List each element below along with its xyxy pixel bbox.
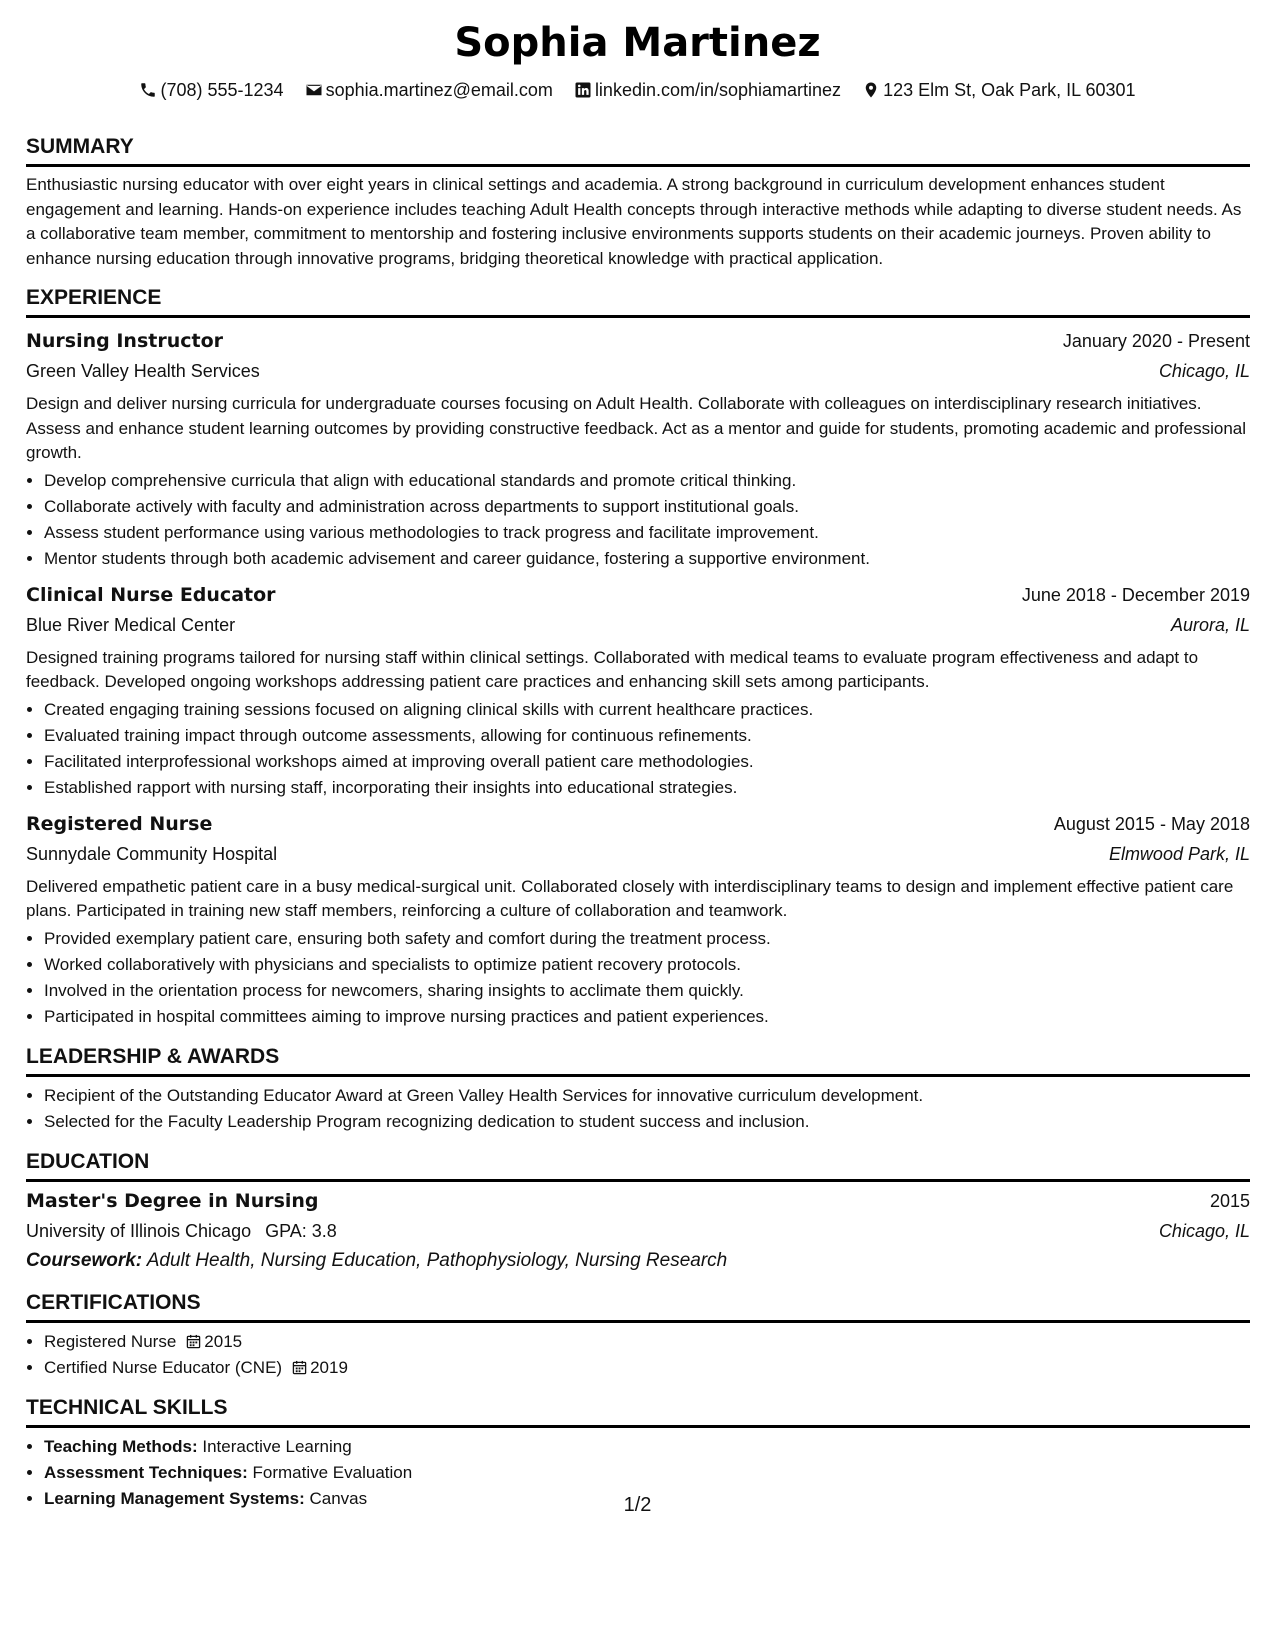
school-line xyxy=(26,1216,337,1246)
list-item xyxy=(44,1355,1250,1381)
job-description: Designed training programs tailored for nursing staff within clinical settings. Collaborated with medical teams to evaluate program effectiveness and adapt to feedback. Developed ongoing workshops addressing patient care practices and enhancing skill sets among participants. xyxy=(26,647,1199,691)
list-item: • Established rapport with nursing staff, incorporating their insights into educational strategies. xyxy=(44,775,1250,801)
contact-phone: (708) 555-1234 xyxy=(139,80,283,101)
job-title: Nursing Instructor xyxy=(26,330,224,352)
page-number: 1/2 xyxy=(623,1494,652,1516)
job-bullets xyxy=(26,468,1250,572)
job-entry xyxy=(26,809,1250,1030)
job-entry xyxy=(26,580,1250,801)
candidate-name: Sophia Martinez xyxy=(454,20,821,66)
degree-title: Master's Degree in Nursing xyxy=(26,1189,319,1212)
job-entry xyxy=(26,326,1250,572)
skill-value: Canvas xyxy=(309,1488,368,1508)
envelope-icon xyxy=(305,81,323,99)
job-description: Delivered empathetic patient care in a busy medical-surgical unit. Collaborated closely with interdisciplinary teams to design and implement effective patient care plans. Participated in training new staff members, reinforcing a culture of collaboration and teamwork. xyxy=(26,876,1234,920)
list-item: • Evaluated training impact through outcome assessments, allowing for continuous refinements. xyxy=(44,723,1250,749)
skill-value: Interactive Learning xyxy=(202,1436,352,1456)
list-item xyxy=(44,1434,1250,1460)
job-bullets xyxy=(26,697,1250,801)
certifications-section xyxy=(26,1290,1250,1381)
coursework-label: Coursework: xyxy=(26,1249,143,1271)
school-name: University of Illinois Chicago xyxy=(26,1220,252,1241)
list-item: • Recipient of the Outstanding Educator Award at Green Valley Health Services for innovative curriculum development. xyxy=(44,1083,1250,1109)
education-section xyxy=(26,1149,1250,1276)
list-item xyxy=(44,1329,1250,1355)
job-organization: Green Valley Health Services xyxy=(26,361,260,381)
job-location: Elmwood Park, IL xyxy=(1108,843,1250,864)
section-title: TECHNICAL SKILLS xyxy=(26,1395,1250,1428)
contact-address: 123 Elm St, Oak Park, IL 60301 xyxy=(862,80,1135,101)
job-title: Registered Nurse xyxy=(26,812,213,835)
job-location: Aurora, IL xyxy=(1170,614,1250,635)
resume-content xyxy=(26,134,1250,1526)
list-item: • Collaborate actively with faculty and administration across departments to support institutional goals. xyxy=(44,494,1250,520)
job-date: June 2018 - December 2019 xyxy=(1021,584,1250,605)
leadership-bullets xyxy=(26,1083,1250,1135)
map-pin-icon xyxy=(862,81,880,99)
calendar-icon xyxy=(186,1334,201,1349)
certification-year: 2015 xyxy=(204,1331,243,1351)
skill-value: Formative Evaluation xyxy=(252,1462,413,1482)
coursework-list: Adult Health, Nursing Education, Pathophysiology, Nursing Research xyxy=(146,1249,728,1271)
list-item: • Facilitated interprofessional workshops aimed at improving overall patient care methodologies. xyxy=(44,749,1250,775)
list-item: • Involved in the orientation process for newcomers, sharing insights to acclimate them quickly. xyxy=(44,978,1250,1004)
certification-list xyxy=(26,1329,1250,1381)
list-item: • Created engaging training sessions focused on aligning clinical skills with current healthcare practices. xyxy=(44,697,1250,723)
gpa: GPA: 3.8 xyxy=(265,1220,337,1241)
certification-name: Registered Nurse xyxy=(44,1331,177,1351)
degree-year: 2015 xyxy=(1209,1190,1250,1211)
job-description: Design and deliver nursing curricula for undergraduate courses focusing on Adult Health. Collaborate with colleagues on interdisciplinary research initiatives. Assess and enhance student learning outcomes by providing constructive feedback. Act as a mentor and guide for students, promoting academic and professional growth. xyxy=(26,394,1246,462)
contact-linkedin[interactable]: linkedin.com/in/sophiamartinez xyxy=(574,80,841,101)
summary-section xyxy=(26,134,1250,271)
skill-category: Teaching Methods: xyxy=(44,1436,198,1456)
list-item: • Provided exemplary patient care, ensuring both safety and comfort during the treatment process. xyxy=(44,926,1250,952)
job-title: Clinical Nurse Educator xyxy=(26,583,276,606)
certification-year: 2019 xyxy=(310,1357,348,1377)
job-organization: Blue River Medical Center xyxy=(26,614,236,635)
section-title: SUMMARY xyxy=(26,134,1250,167)
coursework-line xyxy=(26,1246,1250,1276)
leadership-section xyxy=(26,1044,1250,1135)
school-location: Chicago, IL xyxy=(1158,1220,1250,1241)
list-item: • Mentor students through both academic advisement and career guidance, fostering a supportive environment. xyxy=(44,546,1250,572)
certification-name: Certified Nurse Educator (CNE) xyxy=(44,1357,283,1377)
list-item: • Develop comprehensive curricula that align with educational standards and promote critical thinking. xyxy=(44,468,1250,494)
job-date: August 2015 - May 2018 xyxy=(1053,813,1250,834)
contact-line xyxy=(0,80,1275,101)
job-location: Chicago, IL xyxy=(1158,361,1250,381)
section-title: LEADERSHIP & AWARDS xyxy=(26,1044,1250,1077)
section-title: EDUCATION xyxy=(26,1149,1250,1182)
job-date: January 2020 - Present xyxy=(1062,331,1250,351)
calendar-icon xyxy=(292,1360,307,1375)
summary-text: Enthusiastic nursing educator with over eight years in clinical settings and academia. A strong background in curriculum development enhances student engagement and learning. Hands-on experience includes teaching Adult Health concepts through interactive methods while adapting to diverse student needs. As a collaborative team member, commitment to mentorship and fostering inclusive environments supports students on their academic journeys. Proven ability to enhance nursing education through innovative programs, bridging theoretical knowledge with practical application. xyxy=(26,175,1242,268)
section-title: EXPERIENCE xyxy=(26,285,1250,318)
section-title: CERTIFICATIONS xyxy=(26,1290,1250,1323)
list-item xyxy=(44,1460,1250,1486)
skill-category: Learning Management Systems: xyxy=(44,1488,305,1508)
experience-section xyxy=(26,285,1250,1030)
linkedin-icon xyxy=(574,81,592,99)
list-item: • Selected for the Faculty Leadership Program recognizing dedication to student success and inclusion. xyxy=(44,1109,1250,1135)
skill-category: Assessment Techniques: xyxy=(44,1462,248,1482)
list-item: • Worked collaboratively with physicians and specialists to optimize patient recovery protocols. xyxy=(44,952,1250,978)
job-bullets xyxy=(26,926,1250,1030)
contact-email[interactable]: sophia.martinez@email.com xyxy=(305,80,553,101)
phone-icon xyxy=(139,81,157,99)
job-organization: Sunnydale Community Hospital xyxy=(26,843,278,864)
list-item: • Participated in hospital committees aiming to improve nursing practices and patient experiences. xyxy=(44,1004,1250,1030)
list-item: • Assess student performance using various methodologies to track progress and facilitate improvement. xyxy=(44,520,1250,546)
